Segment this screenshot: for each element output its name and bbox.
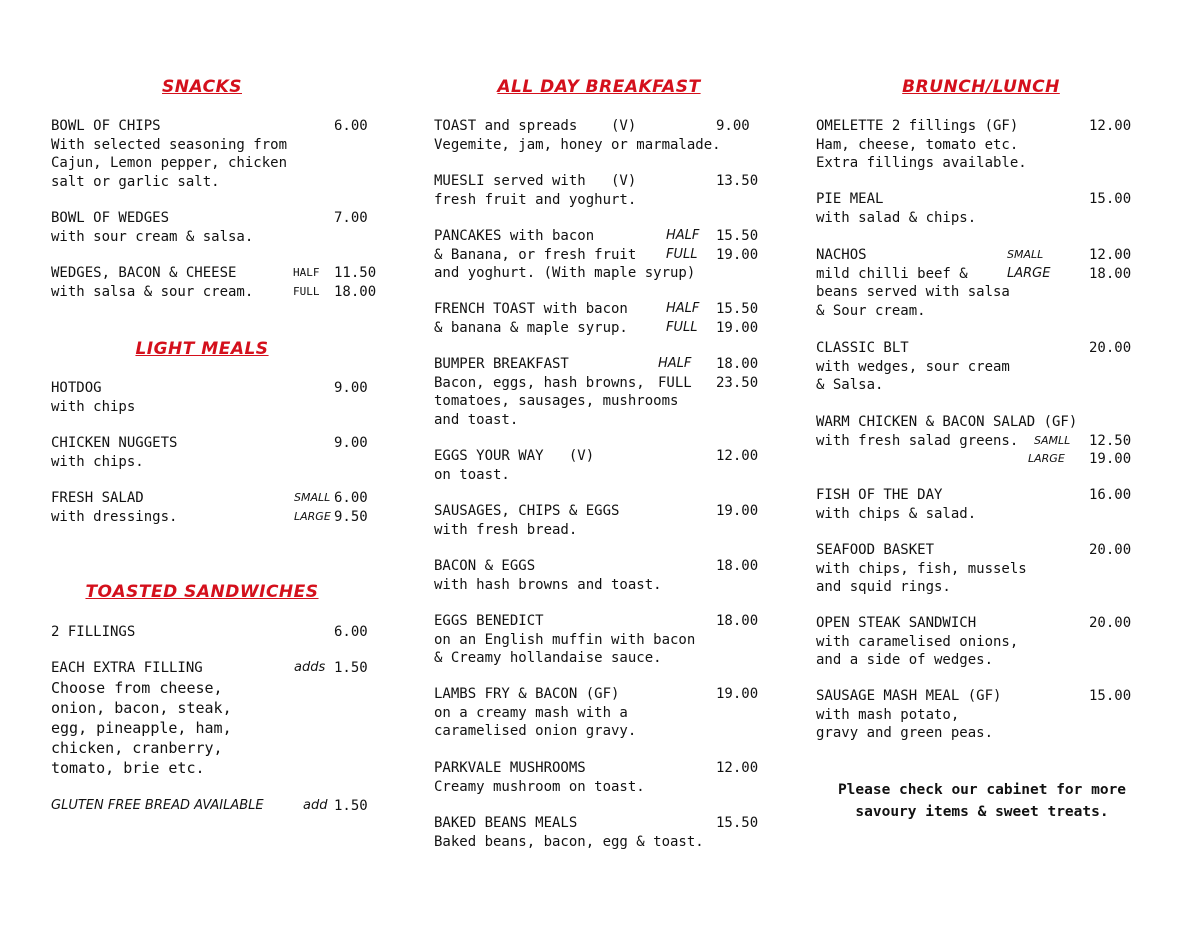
item-description: Cajun, Lemon pepper, chicken — [51, 155, 288, 171]
item-price: 23.50 — [716, 374, 759, 391]
item-description: Baked beans, bacon, egg & toast. — [434, 833, 704, 850]
item-description: with sour cream & salsa. — [51, 228, 254, 245]
item-description: with fresh salad greens. — [816, 432, 1019, 449]
section-title-brunch-lunch: BRUNCH/LUNCH — [902, 77, 1060, 97]
item-description: Extra fillings available. — [816, 155, 1027, 171]
size-option: HALF — [658, 356, 692, 371]
item-price: 1.50 — [334, 798, 368, 814]
item-name: NACHOS — [816, 247, 867, 263]
menu-item-french-toast — [434, 300, 764, 337]
item-price: 18.00 — [1089, 265, 1132, 282]
item-description: & Creamy hollandaise sauce. — [434, 650, 662, 666]
item-description: Vegemite, jam, honey or marmalade. — [434, 136, 721, 153]
item-name: OPEN STEAK SANDWICH — [816, 615, 977, 631]
item-name: WEDGES, BACON & CHEESE — [51, 265, 237, 281]
item-description: caramelised onion gravy. — [434, 723, 637, 739]
item-name: MUESLI served with (V) — [434, 173, 637, 189]
item-name: BOWL OF WEDGES — [51, 210, 170, 226]
item-price: 16.00 — [1089, 487, 1132, 503]
item-description: chicken, cranberry, — [51, 738, 223, 757]
section-title-snacks: SNACKS — [162, 77, 242, 97]
menu-item-nachos — [816, 246, 1148, 320]
item-price: 19.00 — [716, 503, 759, 519]
item-price: 1.50 — [334, 660, 368, 676]
section-title-all-day-breakfast: ALL DAY BREAKFAST — [497, 77, 701, 97]
item-description: with salad & chips. — [816, 209, 977, 226]
size-option: FULL — [658, 374, 692, 391]
menu-item-parkvale-mushrooms — [434, 759, 764, 796]
item-description: with hash browns and toast. — [434, 576, 662, 593]
item-price: 6.00 — [334, 118, 368, 134]
item-description: egg, pineapple, ham, — [51, 718, 232, 737]
item-name: EGGS BENEDICT — [434, 613, 544, 629]
menu-item-pie-meal — [816, 190, 1148, 227]
size-option: FULL — [293, 284, 320, 298]
item-description: tomatoes, sausages, mushrooms — [434, 393, 679, 409]
item-description: Choose from cheese, — [51, 678, 223, 697]
item-name: LAMBS FRY & BACON (GF) — [434, 686, 620, 702]
item-price: 18.00 — [716, 613, 759, 629]
item-name: FISH OF THE DAY — [816, 487, 943, 503]
menu-item-classic-blt — [816, 339, 1148, 395]
item-price: 15.50 — [716, 301, 759, 317]
item-description: and yoghurt. (With maple syrup) — [434, 265, 696, 281]
cabinet-note — [808, 779, 1156, 823]
item-name: BACON & EGGS — [434, 558, 536, 574]
menu-item-wedges-bacon-cheese — [51, 264, 381, 301]
item-description: with chips — [51, 398, 136, 415]
item-name: SAUSAGES, CHIPS & EGGS — [434, 503, 620, 519]
item-name: FRESH SALAD — [51, 490, 144, 506]
menu-item-fresh-salad — [51, 489, 381, 526]
price-qualifier: adds — [294, 660, 326, 675]
item-price: 6.00 — [334, 490, 368, 506]
item-description: and squid rings. — [816, 579, 951, 595]
item-price: 7.00 — [334, 210, 368, 226]
item-description: Ham, cheese, tomato etc. — [816, 136, 1019, 153]
item-description: With selected seasoning from — [51, 136, 288, 153]
item-description: Creamy mushroom on toast. — [434, 778, 645, 795]
item-description: & Sour cream. — [816, 302, 926, 319]
item-description: with chips. — [51, 453, 144, 470]
menu-item-2-fillings — [51, 623, 381, 642]
item-description: gravy and green peas. — [816, 725, 994, 741]
item-name: HOTDOG — [51, 380, 102, 396]
item-name: CHICKEN NUGGETS — [51, 435, 178, 451]
item-description: mild chilli beef & — [816, 265, 968, 282]
item-description: beans served with salsa — [816, 284, 1010, 300]
section-title-toasted-sandwiches: TOASTED SANDWICHES — [85, 582, 319, 602]
item-price: 18.00 — [716, 356, 759, 372]
size-option: FULL — [666, 319, 698, 335]
price-qualifier: add — [303, 798, 328, 813]
menu-item-seafood-basket — [816, 541, 1148, 597]
item-price: 15.50 — [716, 815, 759, 831]
size-option: SMALL — [1007, 248, 1044, 261]
item-price: 9.00 — [334, 380, 368, 396]
menu-item-eggs-benedict — [434, 612, 764, 668]
item-description: with wedges, sour cream — [816, 358, 1010, 375]
item-description: with salsa & sour cream. — [51, 283, 254, 300]
item-name: WARM CHICKEN & BACON SALAD (GF) — [816, 414, 1078, 430]
size-option: HALF — [666, 301, 700, 316]
item-name: BOWL OF CHIPS — [51, 118, 161, 134]
item-description: with chips, fish, mussels — [816, 560, 1027, 577]
item-price: 18.00 — [334, 283, 377, 300]
menu-item-bacon-eggs — [434, 557, 764, 594]
cabinet-note-line-2: savoury items & sweet treats. — [855, 804, 1109, 820]
item-description: fresh fruit and yoghurt. — [434, 191, 637, 208]
menu-item-extra-filling — [51, 659, 381, 778]
item-name: BUMPER BREAKFAST — [434, 356, 569, 372]
item-price: 12.00 — [1089, 247, 1132, 263]
item-description: on toast. — [434, 466, 510, 483]
item-price: 12.00 — [716, 760, 759, 776]
menu-item-chicken-nuggets — [51, 434, 381, 471]
menu-item-sausages-chips-eggs — [434, 502, 764, 539]
item-name: FRENCH TOAST with bacon — [434, 301, 628, 317]
item-description: Bacon, eggs, hash browns, — [434, 374, 645, 391]
item-description: with fresh bread. — [434, 521, 578, 538]
item-name: EACH EXTRA FILLING — [51, 660, 203, 676]
item-name: PIE MEAL — [816, 191, 884, 207]
item-name: CLASSIC BLT — [816, 340, 909, 356]
item-price: 12.50 — [1089, 432, 1132, 449]
item-price: 19.00 — [716, 319, 759, 336]
item-name: PARKVALE MUSHROOMS — [434, 760, 586, 776]
menu-item-lambs-fry-bacon — [434, 685, 764, 741]
item-price: 15.00 — [1089, 191, 1132, 207]
item-description: onion, bacon, steak, — [51, 698, 232, 717]
item-description: with dressings. — [51, 508, 178, 525]
menu-item-bumper-breakfast — [434, 355, 764, 429]
item-price: 11.50 — [334, 265, 377, 281]
item-price: 20.00 — [1089, 615, 1132, 631]
item-name: PANCAKES with bacon — [434, 228, 595, 244]
item-name: SAUSAGE MASH MEAL (GF) — [816, 688, 1002, 704]
item-name: BAKED BEANS MEALS — [434, 815, 578, 831]
item-description: and toast. — [434, 411, 519, 428]
item-description: tomato, brie etc. — [51, 758, 205, 777]
menu-item-toast — [434, 117, 764, 154]
cabinet-note-line-1: Please check our cabinet for more — [837, 782, 1127, 798]
section-title-light-meals: LIGHT MEALS — [135, 339, 269, 359]
item-price: 19.00 — [716, 686, 759, 702]
item-price: 20.00 — [1089, 340, 1132, 356]
item-description: & Salsa. — [816, 377, 884, 393]
size-option: FULL — [666, 246, 698, 262]
menu-item-pancakes — [434, 227, 764, 283]
item-price: 6.00 — [334, 624, 368, 640]
item-name: EGGS YOUR WAY (V) — [434, 448, 595, 464]
menu-item-sausage-mash-meal — [816, 687, 1148, 743]
menu-item-muesli — [434, 172, 764, 209]
item-description: & banana & maple syrup. — [434, 319, 628, 336]
menu-item-hotdog — [51, 379, 381, 416]
menu-item-eggs-your-way — [434, 447, 764, 484]
item-description: on an English muffin with bacon — [434, 631, 696, 648]
item-price: 19.00 — [1089, 451, 1132, 467]
item-description: with mash potato, — [816, 706, 960, 723]
menu-item-baked-beans — [434, 814, 764, 851]
menu-item-bowl-of-chips — [51, 117, 381, 191]
size-option: HALF — [293, 266, 320, 279]
item-name: OMELETTE 2 fillings (GF) — [816, 118, 1019, 134]
size-option: HALF — [666, 228, 700, 243]
item-price: 9.50 — [334, 508, 368, 525]
item-description: & Banana, or fresh fruit — [434, 246, 637, 263]
item-price: 15.50 — [716, 228, 759, 244]
item-price: 13.50 — [716, 173, 759, 189]
item-description: with caramelised onions, — [816, 633, 1019, 650]
menu-item-omelette — [816, 117, 1148, 173]
item-price: 12.00 — [1089, 118, 1132, 134]
size-option: LARGE — [1028, 452, 1065, 465]
item-price: 18.00 — [716, 558, 759, 574]
item-price: 15.00 — [1089, 688, 1132, 704]
item-description: and a side of wedges. — [816, 652, 994, 668]
item-name: SEAFOOD BASKET — [816, 542, 935, 558]
item-price: 20.00 — [1089, 542, 1132, 558]
item-description: on a creamy mash with a — [434, 704, 628, 721]
item-price: 12.00 — [716, 448, 759, 464]
gluten-free-bread-note — [51, 797, 381, 816]
item-description: with chips & salad. — [816, 505, 977, 522]
item-price: 9.00 — [334, 435, 368, 451]
menu-item-fish-of-the-day — [816, 486, 1148, 523]
menu-item-open-steak-sandwich — [816, 614, 1148, 670]
menu-item-bowl-of-wedges — [51, 209, 381, 246]
item-price: 19.00 — [716, 246, 759, 263]
size-option: LARGE — [294, 509, 331, 523]
gluten-free-text: GLUTEN FREE BREAD AVAILABLE — [51, 798, 264, 813]
size-option: LARGE — [1007, 265, 1051, 281]
size-option: SMALL — [294, 491, 331, 504]
item-name: TOAST and spreads (V) — [434, 118, 637, 134]
item-description: salt or garlic salt. — [51, 173, 220, 190]
item-name: 2 FILLINGS — [51, 624, 136, 640]
menu-item-warm-chicken-bacon-salad — [816, 413, 1148, 469]
item-price: 9.00 — [716, 118, 750, 134]
size-option: SAMLL — [1034, 433, 1071, 447]
